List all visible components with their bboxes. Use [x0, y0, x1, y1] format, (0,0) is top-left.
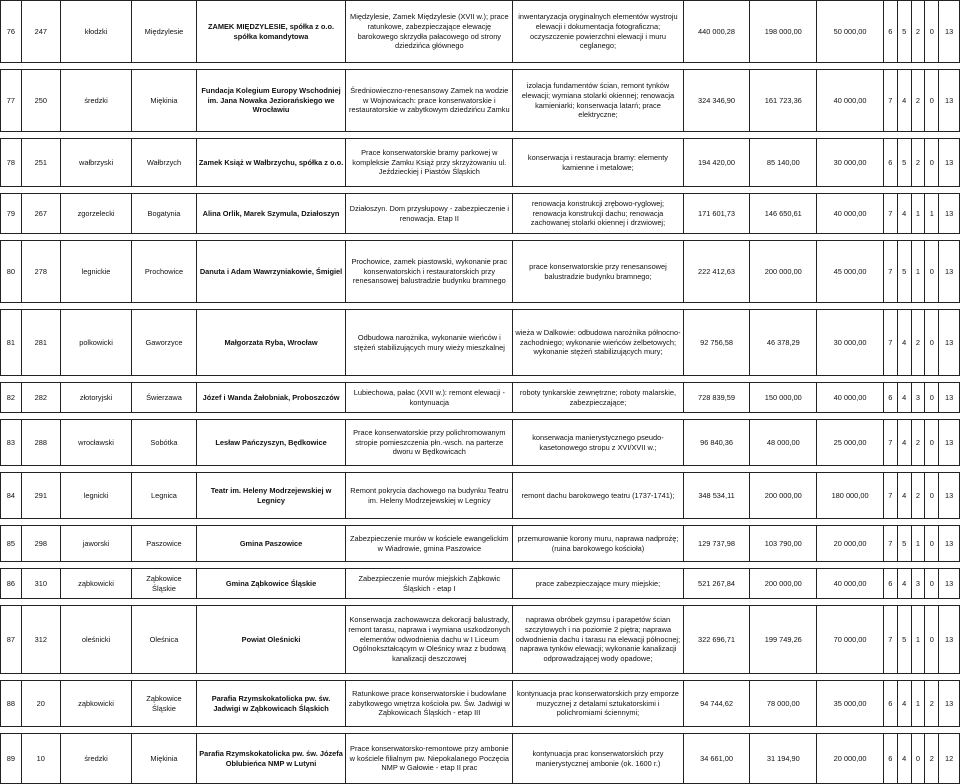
score-2: 5 — [897, 606, 911, 674]
granted-amount: 40 000,00 — [817, 383, 884, 413]
object-description: Średniowieczno-renesansowy Zamek na wodzie w Wojnowicach: prace konserwatorskie i restauratorskie w zabytkowym dziedzińcu Zamku — [346, 70, 513, 132]
applicant: Teatr im. Heleny Modrzejewskiej w Legnicy — [196, 473, 346, 519]
scope-of-works: prace konserwatorskie przy renesansowej balustradzie budynku bramnego; — [513, 241, 683, 303]
scope-of-works: izolacja fundamentów ścian, remont tynków elewacji; wymiana stolarki okiennej; renowacja kamieniarki; konserwacja latarń; prace elektryczne; — [513, 70, 683, 132]
score-1: 7 — [883, 420, 897, 466]
row-number: 89 — [1, 734, 22, 784]
applicant: Parafia Rzymskokatolicka pw. św. Jadwigi w Ząbkowicach Śląskich — [196, 681, 346, 727]
score-total: 13 — [939, 70, 960, 132]
granted-amount: 20 000,00 — [817, 734, 884, 784]
total-cost: 440 000,28 — [683, 1, 750, 63]
score-1: 6 — [883, 383, 897, 413]
total-cost: 324 346,90 — [683, 70, 750, 132]
requested-amount: 48 000,00 — [750, 420, 817, 466]
score-2: 5 — [897, 241, 911, 303]
table-row — [1, 139, 960, 187]
county: jaworski — [60, 526, 131, 562]
score-total: 13 — [939, 526, 960, 562]
object-description: Zabezpieczenie murów miejskich Ząbkowic Śląskich - etap I — [346, 569, 513, 599]
score-1: 6 — [883, 734, 897, 784]
row-separator — [1, 599, 960, 606]
scope-of-works: roboty tynkarskie zewnętrzne; roboty malarskie, zabezpieczające; — [513, 383, 683, 413]
row-number: 78 — [1, 139, 22, 187]
score-4: 0 — [925, 473, 939, 519]
requested-amount: 199 749,26 — [750, 606, 817, 674]
score-2: 4 — [897, 569, 911, 599]
applicant: Parafia Rzymskokatolicka pw. św. Józefa Oblubieńca NMP w Lutyni — [196, 734, 346, 784]
county: ząbkowicki — [60, 569, 131, 599]
table-row — [1, 310, 960, 376]
applicant: ZAMEK MIĘDZYLESIE, spółka z o.o. spółka komandytowa — [196, 1, 346, 63]
object-description: Prace konserwatorsko-remontowe przy ambonie w kościele filialnym pw. Niepokalanego Poczęcia NMP w Gałowie - etap II prac — [346, 734, 513, 784]
county: złotoryjski — [60, 383, 131, 413]
score-3: 1 — [911, 606, 925, 674]
application-number: 247 — [21, 1, 60, 63]
score-4: 2 — [925, 681, 939, 727]
score-2: 4 — [897, 310, 911, 376]
row-separator-cell — [1, 413, 960, 420]
score-2: 4 — [897, 70, 911, 132]
score-2: 4 — [897, 681, 911, 727]
municipality: Miękinia — [132, 734, 196, 784]
score-1: 6 — [883, 681, 897, 727]
application-number: 282 — [21, 383, 60, 413]
row-separator-cell — [1, 187, 960, 194]
scope-of-works: remont dachu barokowego teatru (1737-1741); — [513, 473, 683, 519]
municipality: Miękinia — [132, 70, 196, 132]
requested-amount: 103 790,00 — [750, 526, 817, 562]
row-separator-cell — [1, 132, 960, 139]
score-3: 1 — [911, 194, 925, 234]
scope-of-works: prace zabezpieczające mury miejskie; — [513, 569, 683, 599]
table-row — [1, 70, 960, 132]
requested-amount: 85 140,00 — [750, 139, 817, 187]
score-total: 13 — [939, 310, 960, 376]
row-number: 82 — [1, 383, 22, 413]
row-separator — [1, 376, 960, 383]
row-separator — [1, 187, 960, 194]
county: legnickie — [60, 241, 131, 303]
table-row — [1, 681, 960, 727]
applicant: Alina Orlik, Marek Szymula, Działoszyn — [196, 194, 346, 234]
score-4: 2 — [925, 734, 939, 784]
requested-amount: 161 723,36 — [750, 70, 817, 132]
object-description: Prochowice, zamek piastowski, wykonanie prac konserwatorskich i restauratorskich przy renesansowej balustradzie budynku bramnego — [346, 241, 513, 303]
application-number: 291 — [21, 473, 60, 519]
applicant: Józef i Wanda Żałobniak, Proboszczów — [196, 383, 346, 413]
row-separator-cell — [1, 303, 960, 310]
requested-amount: 46 378,29 — [750, 310, 817, 376]
score-total: 13 — [939, 473, 960, 519]
requested-amount: 31 194,90 — [750, 734, 817, 784]
row-separator-cell — [1, 519, 960, 526]
score-2: 4 — [897, 473, 911, 519]
applicant: Małgorzata Ryba, Wrocław — [196, 310, 346, 376]
row-number: 86 — [1, 569, 22, 599]
table-row — [1, 526, 960, 562]
county: legnicki — [60, 473, 131, 519]
county: wałbrzyski — [60, 139, 131, 187]
county: kłodzki — [60, 1, 131, 63]
scope-of-works: wieża w Dalkowie: odbudowa narożnika północno-zachodniego; wykonanie wieńców żelbetowych; wykonanie stężeń stabilizujących mury; — [513, 310, 683, 376]
granted-amount: 70 000,00 — [817, 606, 884, 674]
row-separator-cell — [1, 466, 960, 473]
municipality: Sobótka — [132, 420, 196, 466]
row-separator — [1, 413, 960, 420]
municipality: Gaworzyce — [132, 310, 196, 376]
score-3: 1 — [911, 681, 925, 727]
scope-of-works: naprawa obróbek gzymsu i parapetów ścian szczytowych i na poziomie 2 piętra; naprawa odwodnienia dachu i tarasu na elewacji północnej; naprawa tynków elewacji; wykonanie kanalizacji odprowadzającej wody opadowe; — [513, 606, 683, 674]
requested-amount: 200 000,00 — [750, 473, 817, 519]
application-number: 278 — [21, 241, 60, 303]
row-separator — [1, 132, 960, 139]
municipality: Paszowice — [132, 526, 196, 562]
requested-amount: 200 000,00 — [750, 241, 817, 303]
score-total: 12 — [939, 734, 960, 784]
total-cost: 521 267,84 — [683, 569, 750, 599]
application-number: 312 — [21, 606, 60, 674]
score-2: 5 — [897, 526, 911, 562]
application-number: 288 — [21, 420, 60, 466]
total-cost: 322 696,71 — [683, 606, 750, 674]
row-separator-cell — [1, 599, 960, 606]
applicant: Danuta i Adam Wawrzyniakowie, Śmigiel — [196, 241, 346, 303]
score-total: 13 — [939, 241, 960, 303]
total-cost: 129 737,98 — [683, 526, 750, 562]
score-4: 0 — [925, 569, 939, 599]
granted-amount: 40 000,00 — [817, 70, 884, 132]
row-number: 85 — [1, 526, 22, 562]
scope-of-works: renowacja konstrukcji zrębowo-ryglowej; renowacja konstrukcji dachu; renowacja zachowanej stolarki okiennej i drzwiowej; — [513, 194, 683, 234]
object-description: Odbudowa narożnika, wykonanie wieńców i stężeń stabilizujących mury wieży mieszkalnej — [346, 310, 513, 376]
applicant: Fundacja Kolegium Europy Wschodniej im. Jana Nowaka Jeziorańskiego we Wrocławiu — [196, 70, 346, 132]
score-1: 7 — [883, 310, 897, 376]
row-separator-cell — [1, 727, 960, 734]
total-cost: 34 661,00 — [683, 734, 750, 784]
score-4: 0 — [925, 606, 939, 674]
score-4: 0 — [925, 241, 939, 303]
row-number: 79 — [1, 194, 22, 234]
county: średzki — [60, 70, 131, 132]
score-4: 0 — [925, 70, 939, 132]
score-1: 7 — [883, 194, 897, 234]
row-number: 81 — [1, 310, 22, 376]
table-row — [1, 473, 960, 519]
total-cost: 96 840,36 — [683, 420, 750, 466]
granted-amount: 50 000,00 — [817, 1, 884, 63]
score-1: 7 — [883, 526, 897, 562]
municipality: Międzylesie — [132, 1, 196, 63]
score-4: 0 — [925, 1, 939, 63]
municipality: Oleśnica — [132, 606, 196, 674]
score-2: 4 — [897, 194, 911, 234]
table-row — [1, 420, 960, 466]
application-number: 20 — [21, 681, 60, 727]
municipality: Ząbkowice Śląskie — [132, 569, 196, 599]
table-row — [1, 194, 960, 234]
granted-amount: 30 000,00 — [817, 310, 884, 376]
row-separator — [1, 727, 960, 734]
application-number: 251 — [21, 139, 60, 187]
score-2: 4 — [897, 734, 911, 784]
score-3: 2 — [911, 70, 925, 132]
row-number: 80 — [1, 241, 22, 303]
scope-of-works: konserwacja manierystycznego pseudo-kasetonowego stropu z XVI/XVII w.; — [513, 420, 683, 466]
granted-amount: 180 000,00 — [817, 473, 884, 519]
application-number: 250 — [21, 70, 60, 132]
requested-amount: 146 650,61 — [750, 194, 817, 234]
granted-amount: 30 000,00 — [817, 139, 884, 187]
county: zgorzelecki — [60, 194, 131, 234]
application-number: 281 — [21, 310, 60, 376]
row-separator — [1, 562, 960, 569]
object-description: Prace konserwatorskie bramy parkowej w kompleksie Zamku Książ przy skrzyżowaniu ul. Jeździeckiej i Piastów Śląskich — [346, 139, 513, 187]
requested-amount: 200 000,00 — [750, 569, 817, 599]
total-cost: 92 756,58 — [683, 310, 750, 376]
score-1: 7 — [883, 241, 897, 303]
score-3: 1 — [911, 526, 925, 562]
municipality: Legnica — [132, 473, 196, 519]
table-row — [1, 734, 960, 784]
score-1: 6 — [883, 569, 897, 599]
score-1: 6 — [883, 1, 897, 63]
row-number: 77 — [1, 70, 22, 132]
score-1: 7 — [883, 606, 897, 674]
total-cost: 728 839,59 — [683, 383, 750, 413]
total-cost: 194 420,00 — [683, 139, 750, 187]
object-description: Ratunkowe prace konserwatorskie i budowlane zabytkowego wnętrza kościoła pw. Św. Jadwigi w Ząbkowicach Śląskich - etap III — [346, 681, 513, 727]
granted-amount: 35 000,00 — [817, 681, 884, 727]
row-separator — [1, 466, 960, 473]
score-1: 7 — [883, 473, 897, 519]
score-total: 13 — [939, 139, 960, 187]
granted-amount: 45 000,00 — [817, 241, 884, 303]
score-3: 1 — [911, 241, 925, 303]
score-2: 4 — [897, 383, 911, 413]
row-separator — [1, 63, 960, 70]
scope-of-works: kontynuacja prac konserwatorskich przy emporze muzycznej z detalami sztukatorskimi i polichromiami ściennymi; — [513, 681, 683, 727]
score-2: 5 — [897, 1, 911, 63]
municipality: Ząbkowice Śląskie — [132, 681, 196, 727]
score-3: 2 — [911, 139, 925, 187]
object-description: Międzylesie, Zamek Międzylesie (XVII w.); prace ratunkowe, zabezpieczające elewację barokowego skrzydła pałacowego od strony dziedzińca głównego — [346, 1, 513, 63]
row-number: 76 — [1, 1, 22, 63]
score-total: 13 — [939, 420, 960, 466]
score-4: 0 — [925, 526, 939, 562]
score-1: 6 — [883, 139, 897, 187]
table-row — [1, 1, 960, 63]
row-separator-cell — [1, 674, 960, 681]
object-description: Remont pokrycia dachowego na budynku Teatru im. Heleny Modrzejewskiej w Legnicy — [346, 473, 513, 519]
scope-of-works: kontynuacja prac konserwatorskich przy manierystycznej ambonie (ok. 1600 r.) — [513, 734, 683, 784]
score-2: 4 — [897, 420, 911, 466]
table-row — [1, 569, 960, 599]
municipality: Wałbrzych — [132, 139, 196, 187]
row-number: 88 — [1, 681, 22, 727]
application-number: 10 — [21, 734, 60, 784]
score-3: 3 — [911, 383, 925, 413]
granted-amount: 20 000,00 — [817, 526, 884, 562]
municipality: Prochowice — [132, 241, 196, 303]
score-total: 13 — [939, 681, 960, 727]
object-description: Prace konserwatorskie przy polichromowanym stropie pomieszczenia płn.-wsch. na parterze dworu w Będkowicach — [346, 420, 513, 466]
scope-of-works: konserwacja i restauracja bramy: elementy kamienne i metalowe; — [513, 139, 683, 187]
score-2: 5 — [897, 139, 911, 187]
county: polkowicki — [60, 310, 131, 376]
total-cost: 222 412,63 — [683, 241, 750, 303]
score-4: 0 — [925, 310, 939, 376]
requested-amount: 150 000,00 — [750, 383, 817, 413]
table-row — [1, 241, 960, 303]
scope-of-works: inwentaryzacja oryginalnych elementów wystroju elewacji i dokumentacja fotograficzna; oczyszczenie powierzchni elewacji i muru ceglanego; — [513, 1, 683, 63]
total-cost: 171 601,73 — [683, 194, 750, 234]
score-total: 13 — [939, 569, 960, 599]
score-4: 1 — [925, 194, 939, 234]
score-3: 0 — [911, 734, 925, 784]
granted-amount: 25 000,00 — [817, 420, 884, 466]
application-number: 267 — [21, 194, 60, 234]
row-number: 87 — [1, 606, 22, 674]
score-3: 2 — [911, 1, 925, 63]
row-separator — [1, 519, 960, 526]
row-separator-cell — [1, 562, 960, 569]
total-cost: 94 744,62 — [683, 681, 750, 727]
score-total: 13 — [939, 606, 960, 674]
row-number: 83 — [1, 420, 22, 466]
row-separator — [1, 303, 960, 310]
score-4: 0 — [925, 139, 939, 187]
granted-amount: 40 000,00 — [817, 569, 884, 599]
table-row — [1, 606, 960, 674]
applicant: Gmina Ząbkowice Śląskie — [196, 569, 346, 599]
score-4: 0 — [925, 383, 939, 413]
granted-amount: 40 000,00 — [817, 194, 884, 234]
object-description: Lubiechowa, pałac (XVII w.): remont elewacji - kontynuacja — [346, 383, 513, 413]
table-row — [1, 383, 960, 413]
county: ząbkowicki — [60, 681, 131, 727]
requested-amount: 198 000,00 — [750, 1, 817, 63]
object-description: Konserwacja zachowawcza dekoracji balustrady, remont tarasu, naprawa i wymiana uszkodzonych elementów odwodnienia dachu w I Liceum Ogólnokształcącym w Oleśnicy wraz z budową kanalizacji deszczowej — [346, 606, 513, 674]
scope-of-works: przemurowanie korony muru, naprawa nadprożę; (ruina barokowego kościoła) — [513, 526, 683, 562]
row-separator — [1, 674, 960, 681]
row-separator-cell — [1, 376, 960, 383]
score-1: 7 — [883, 70, 897, 132]
applicant: Lesław Pańczyszyn, Będkowice — [196, 420, 346, 466]
applicant: Gmina Paszowice — [196, 526, 346, 562]
score-4: 0 — [925, 420, 939, 466]
county: średzki — [60, 734, 131, 784]
county: wrocławski — [60, 420, 131, 466]
score-total: 13 — [939, 1, 960, 63]
application-number: 298 — [21, 526, 60, 562]
row-separator-cell — [1, 234, 960, 241]
object-description: Działoszyn. Dom przysłupowy - zabezpieczenie i renowacja. Etap II — [346, 194, 513, 234]
score-total: 13 — [939, 383, 960, 413]
score-3: 2 — [911, 420, 925, 466]
score-3: 2 — [911, 310, 925, 376]
score-3: 2 — [911, 473, 925, 519]
row-separator-cell — [1, 63, 960, 70]
municipality: Bogatynia — [132, 194, 196, 234]
row-number: 84 — [1, 473, 22, 519]
object-description: Zabezpieczenie murów w kościele ewangelickim w Wiadrowie, gmina Paszowice — [346, 526, 513, 562]
requested-amount: 78 000,00 — [750, 681, 817, 727]
county: oleśnicki — [60, 606, 131, 674]
row-separator — [1, 234, 960, 241]
municipality: Świerzawa — [132, 383, 196, 413]
score-3: 3 — [911, 569, 925, 599]
applicant: Powiat Oleśnicki — [196, 606, 346, 674]
total-cost: 348 534,11 — [683, 473, 750, 519]
score-total: 13 — [939, 194, 960, 234]
application-number: 310 — [21, 569, 60, 599]
applicant: Zamek Książ w Wałbrzychu, spółka z o.o. — [196, 139, 346, 187]
